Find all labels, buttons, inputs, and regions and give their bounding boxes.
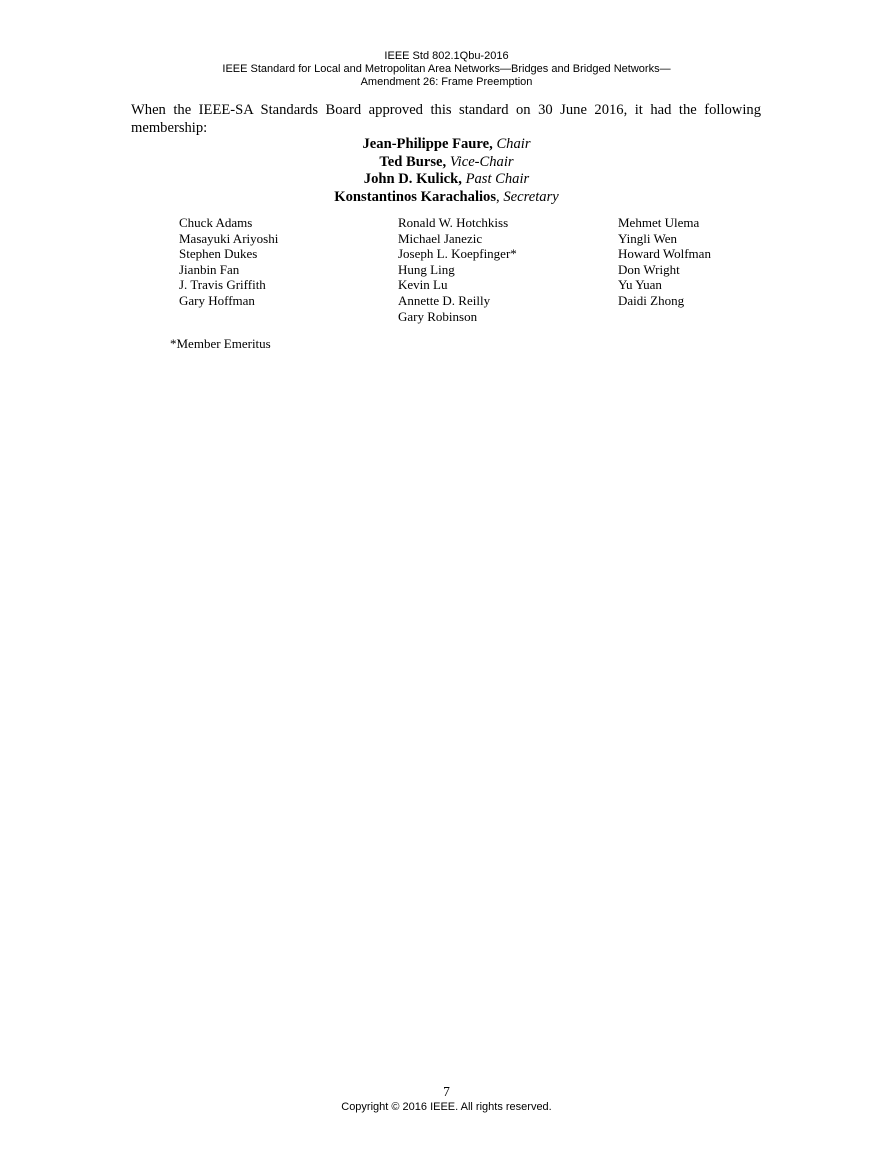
officers-list xyxy=(0,136,893,207)
intro-paragraph: When the IEEE-SA Standards Board approved this standard on 30 June 2016, it had the following membership: xyxy=(131,102,761,136)
officer-role: Secretary xyxy=(503,189,559,206)
members-column-2 xyxy=(398,215,517,324)
standard-title: IEEE Standard for Local and Metropolitan Area Networks—Bridges and Bridged Networks— xyxy=(222,63,671,75)
member-name: Stephen Dukes xyxy=(179,246,258,262)
member-name: Kevin Lu xyxy=(398,277,448,293)
member-name: Hung Ling xyxy=(398,261,455,277)
officer-name: John D. Kulick, xyxy=(363,171,462,188)
officer-name: Ted Burse, xyxy=(379,153,447,170)
member-name: Masayuki Ariyoshi xyxy=(179,230,279,246)
officer-past-chair xyxy=(0,171,893,189)
officer-chair xyxy=(0,136,893,154)
member-name: Ronald W. Hotchkiss xyxy=(398,215,509,230)
officer-separator: , xyxy=(496,189,500,206)
copyright-notice: Copyright © 2016 IEEE. All rights reserved. xyxy=(341,1101,552,1113)
member-name: Chuck Adams xyxy=(179,215,253,230)
officer-role: Past Chair xyxy=(465,171,530,188)
officer-role: Vice-Chair xyxy=(449,153,514,170)
officer-vice-chair xyxy=(0,154,893,172)
member-name: Yingli Wen xyxy=(618,230,678,246)
page-number: 7 xyxy=(443,1084,450,1099)
member-name: Gary Hoffman xyxy=(179,292,255,308)
member-name: Yu Yuan xyxy=(618,277,662,293)
member-name: Michael Janezic xyxy=(398,230,483,246)
officer-name: Konstantinos Karachalios xyxy=(334,189,497,206)
members-column-1 xyxy=(179,215,278,309)
amendment-title: Amendment 26: Frame Preemption xyxy=(360,76,533,88)
member-name: Annette D. Reilly xyxy=(398,292,491,308)
member-name: J. Travis Griffith xyxy=(179,277,266,293)
officer-role: Chair xyxy=(496,136,531,152)
running-header xyxy=(0,50,893,89)
member-name: Mehmet Ulema xyxy=(618,215,700,230)
member-name: Daidi Zhong xyxy=(618,292,685,308)
standard-number: IEEE Std 802.1Qbu-2016 xyxy=(384,50,509,62)
footnote-member-emeritus: *Member Emeritus xyxy=(170,336,271,351)
member-name: Jianbin Fan xyxy=(179,261,240,277)
officer-secretary xyxy=(0,189,893,207)
member-name: Howard Wolfman xyxy=(618,246,711,262)
member-name: Joseph L. Koepfinger* xyxy=(398,246,517,262)
member-name: Gary Robinson xyxy=(398,308,478,324)
officer-name: Jean-Philippe Faure, xyxy=(362,136,493,152)
member-name: Don Wright xyxy=(618,261,680,277)
members-column-3 xyxy=(618,215,711,309)
